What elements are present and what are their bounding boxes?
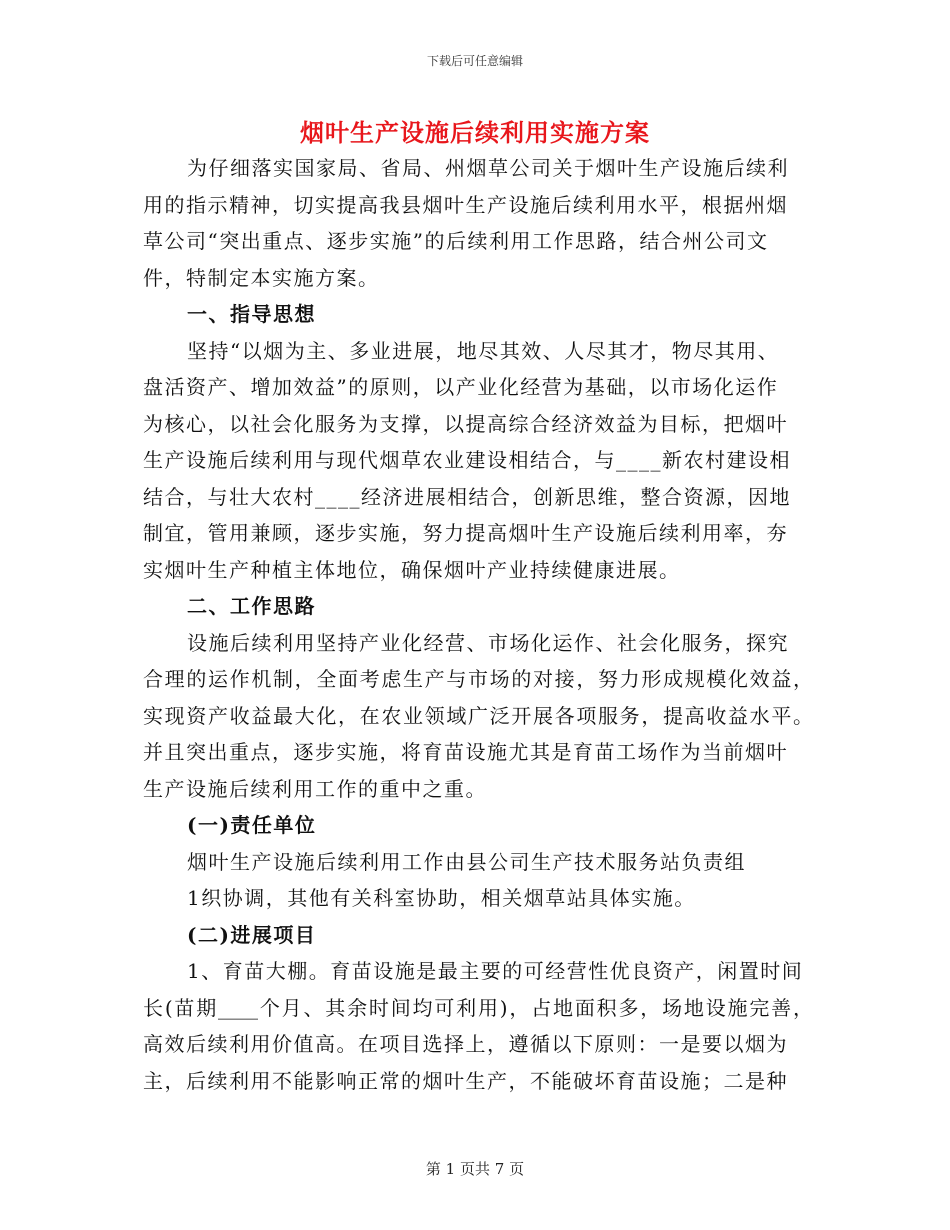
paragraph-line: 合理的运作机制，全面考虑生产与市场的对接，努力形成规模化效益， bbox=[143, 667, 813, 691]
paragraph-line: 并且突出重点，逐步实施，将育苗设施尤其是育苗工场作为当前烟叶 bbox=[143, 740, 788, 764]
paragraph-line: 盘活资产、增加效益”的原则，以产业化经营为基础，以市场化运作 bbox=[143, 375, 779, 399]
paragraph-line: 生产设施后续利用与现代烟草农业建设相结合，与____新农村建设相 bbox=[143, 448, 791, 472]
paragraph-line: 长(苗期____个月、其余时间均可利用)，占地面积多，场地设施完善， bbox=[143, 995, 813, 1020]
paragraph-line: 草公司“突出重点、逐步实施”的后续利用工作思路，结合州公司文 bbox=[143, 229, 769, 253]
paragraph-line: 实烟叶生产种植主体地位，确保烟叶产业持续健康进展。 bbox=[143, 557, 681, 582]
document-body bbox=[143, 150, 813, 1099]
page-header-note: 下载后可任意编辑 bbox=[426, 54, 523, 68]
paragraph-line: 高效后续利用价值高。在项目选择上，遵循以下原则：一是要以烟为 bbox=[143, 1032, 788, 1056]
paragraph-line: 坚持“以烟为主、多业进展，地尽其效、人尽其才，物尽其用、 bbox=[187, 338, 780, 363]
paragraph-line: 件，特制定本实施方案。 bbox=[143, 265, 380, 290]
paragraph-line: 用的指示精神，切实提高我县烟叶生产设施后续利用水平，根据州烟 bbox=[143, 192, 788, 217]
paragraph-line: 制宜，管用兼顾，逐步实施，努力提高烟叶生产设施后续利用率，夯 bbox=[143, 521, 788, 545]
paragraph-line: 为核心，以社会化服务为支撑，以提高综合经济效益为目标，把烟叶 bbox=[143, 411, 788, 436]
section-heading-guiding-thought: 一、指导思想 bbox=[187, 302, 316, 326]
paragraph-line: 结合，与壮大农村____经济进展相结合，创新思维，整合资源，因地 bbox=[143, 484, 791, 509]
paragraph-line: 为仔细落实国家局、省局、州烟草公司关于烟叶生产设施后续利 bbox=[187, 156, 789, 180]
paragraph-line: 1织协调，其他有关科室协助，相关烟草站具体实施。 bbox=[187, 886, 696, 910]
paragraph-line: 1、育苗大棚。育苗设施是最主要的可经营性优良资产，闲置时间 bbox=[187, 959, 804, 983]
paragraph-line: 设施后续利用坚持产业化经营、市场化运作、社会化服务，探究 bbox=[187, 630, 789, 655]
subsection-heading-projects: (二)进展项目 bbox=[187, 922, 317, 947]
paragraph-line: 烟叶生产设施后续利用工作由县公司生产技术服务站负责组 bbox=[187, 849, 746, 874]
section-heading-work-idea: 二、工作思路 bbox=[187, 594, 316, 618]
paragraph-line: 实现资产收益最大化，在农业领域广泛开展各项服务，提高收益水平。 bbox=[143, 703, 813, 728]
document-title: 烟叶生产设施后续利用实施方案 bbox=[300, 118, 650, 147]
paragraph-line: 主，后续利用不能影响正常的烟叶生产，不能破坏育苗设施；二是种 bbox=[143, 1068, 788, 1093]
page-number-footer: 第 1 页共 7 页 bbox=[425, 1160, 525, 1178]
paragraph-line: 生产设施后续利用工作的重中之重。 bbox=[143, 776, 487, 801]
subsection-heading-responsible-unit: (一)责任单位 bbox=[187, 813, 317, 837]
